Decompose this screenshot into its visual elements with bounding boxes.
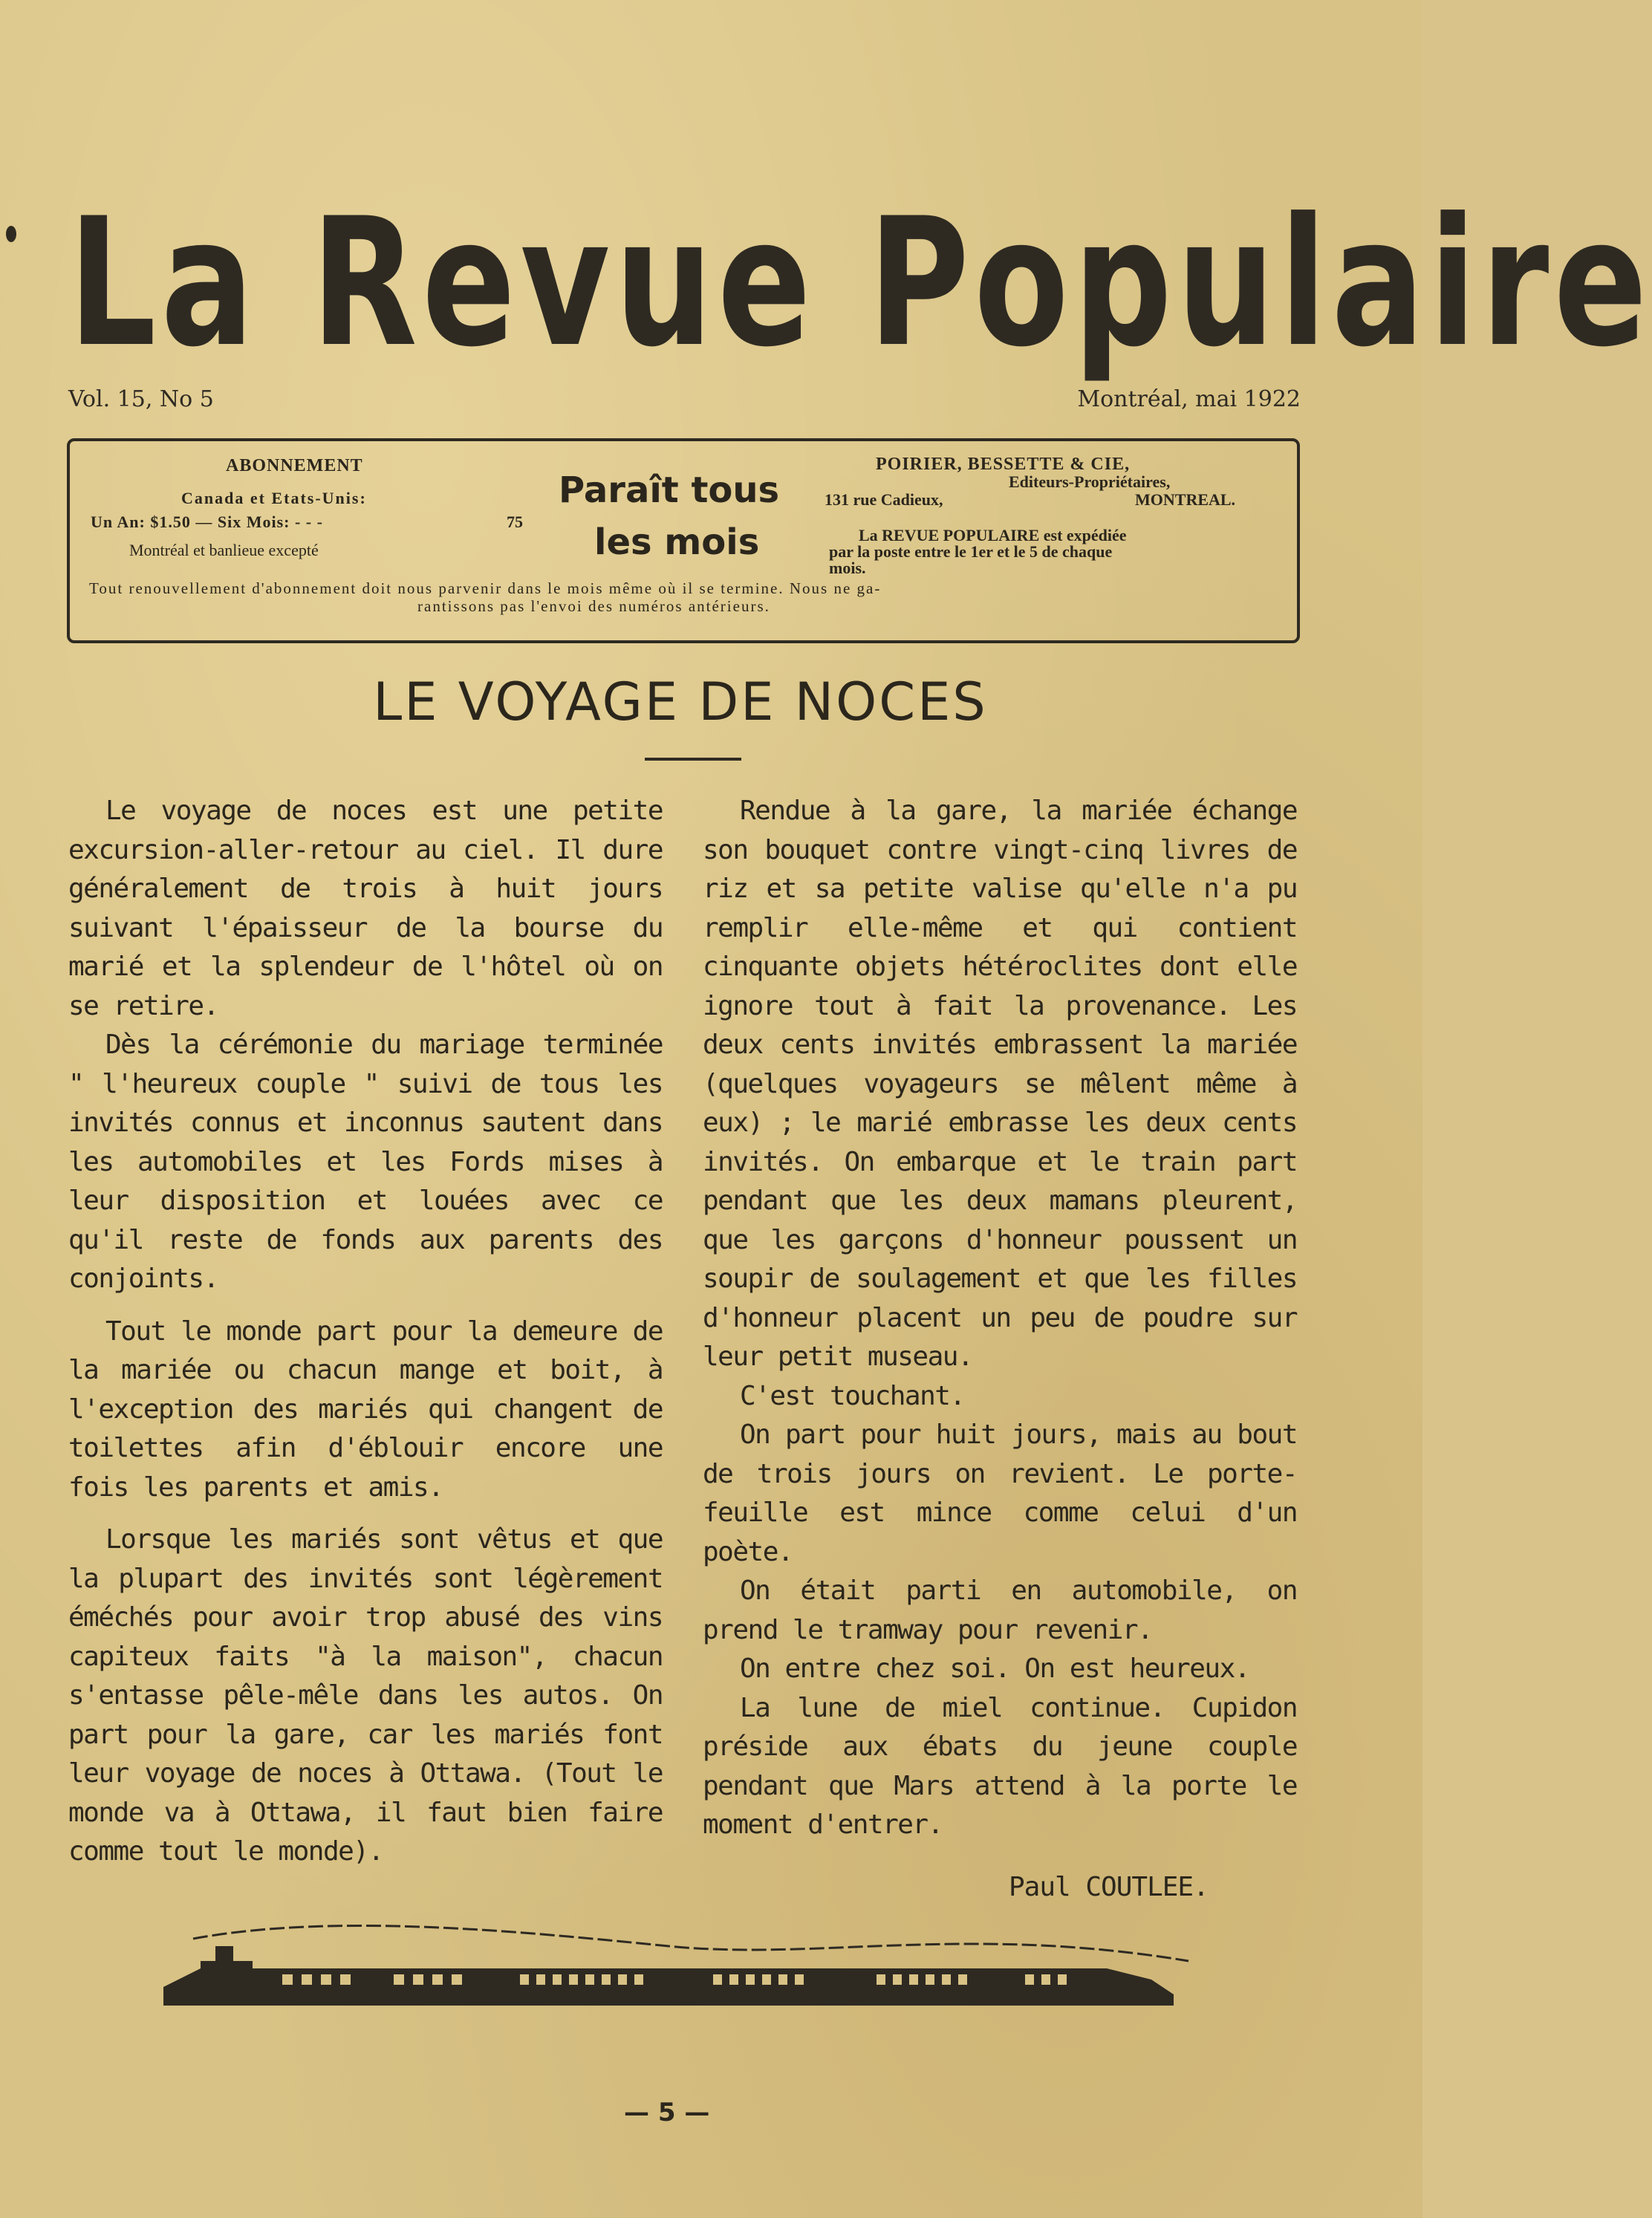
mailing-note-2: par la poste entre le 1er et le 5 de chaque [829, 542, 1113, 561]
subscription-info-box [67, 438, 1300, 643]
masthead-title: La Revue Populaire [68, 181, 1652, 386]
article-paragraph: On était parti en automobile, on prend le tramway pour revenir. [703, 1575, 1297, 1645]
frequency-line-2: les mois [594, 521, 760, 563]
train-illustration-icon [149, 1916, 1203, 2013]
subscription-prices: Un An: $1.50 — Six Mois: - - - [91, 513, 323, 531]
publisher-name: POIRIER, BESSETTE & CIE, [876, 455, 1131, 474]
article-paragraph: La lune de miel continue. Cupidon préside aux ébats du jeune couple pendant que Mars attend à la porte le moment d'entrer. [703, 1692, 1297, 1840]
article-left-column [68, 792, 663, 1872]
mailing-note-3: mois. [829, 559, 866, 577]
publisher-address: 131 rue Cadieux, [825, 490, 943, 509]
article-paragraph: Le voyage de noces est une petite excursion-aller-retour au ciel. Il dure généralement de trois à huit jours suivant l'épaisseur de la bourse du marié et la splendeur de l'hôtel où on se retire. [68, 796, 663, 1021]
subscription-region: Canada et Etats-Unis: [181, 489, 367, 507]
article-paragraph: Tout le monde part pour la demeure de la mariée ou chacun mange et boit, à l'exception des mariés qui changent de toilettes afin d'éblouir encore une fois les parents et amis. [68, 1315, 663, 1503]
frequency-line-1: Paraît tous [559, 469, 780, 511]
subscription-exception: Montréal et banlieue excepté [129, 541, 319, 559]
publisher-city: MONTREAL. [1135, 490, 1236, 509]
ink-dot-icon [6, 226, 16, 242]
issue-date: Montréal, mai 1922 [1077, 386, 1301, 412]
mailing-note-1: La REVUE POPULAIRE est expédiée [859, 526, 1127, 544]
article-title: LE VOYAGE DE NOCES [373, 671, 988, 732]
article-right-column [703, 792, 1297, 1845]
renewal-note-2: rantissons pas l'envoi des numéros antérieurs. [417, 597, 770, 615]
article-author: Paul COUTLEE. [1009, 1872, 1209, 1902]
subscription-title: ABONNEMENT [226, 456, 363, 475]
article-paragraph: On part pour huit jours, mais au bout de trois jours on revient. Le porte-feuille est mince comme celui d'un poète. [703, 1419, 1297, 1567]
article-paragraph: Dès la cérémonie du mariage terminée " l'heureux couple " suivi de tous les invités connus et inconnus sautent dans les automobiles et les Fords mises à leur disposition et louées avec ce qu'il reste de fonds aux parents des conjoints. [68, 1030, 663, 1294]
issue-volume: Vol. 15, No 5 [68, 386, 214, 412]
page-number: — 5 — [624, 2098, 710, 2127]
article-paragraph: Rendue à la gare, la mariée échange son bouquet contre vingt-cinq livres de riz et sa petite valise qu'elle n'a pu remplir elle-même et qui contient cinquante objets hétéroclites dont elle ignore tout à fait la provenance. Les deux cents invités embrassent la mariée (quelques voyageurs se mêlent même à eux) ; le marié embrasse les deux cents invités. On embarque et le train part pendant que les deux mamans pleurent, que les garçons d'honneur poussent un soupir de soulagement et que les filles d'honneur placent un peu de poudre sur leur petit museau. [703, 796, 1297, 1372]
title-divider [645, 758, 741, 761]
article-paragraph: On entre chez soi. On est heureux. [740, 1653, 1249, 1684]
renewal-note-1: Tout renouvellement d'abonnement doit nous parvenir dans le mois même où il se termine. Nous ne ga- [89, 579, 882, 597]
publisher-role: Editeurs-Propriétaires, [1009, 472, 1171, 491]
six-month-price: 75 [507, 513, 523, 531]
article-paragraph: Lorsque les mariés sont vêtus et que la plupart des invités sont légèrement éméchés pour avoir trop abusé des vins capiteux faits "à la maison", chacun s'entasse pêle-mêle dans les autos. On part pour la gare, car les mariés font leur voyage de noces à Ottawa. (Tout le monde va à Ottawa, il faut bien faire comme tout le monde). [68, 1524, 663, 1867]
article-paragraph: C'est touchant. [740, 1380, 965, 1411]
